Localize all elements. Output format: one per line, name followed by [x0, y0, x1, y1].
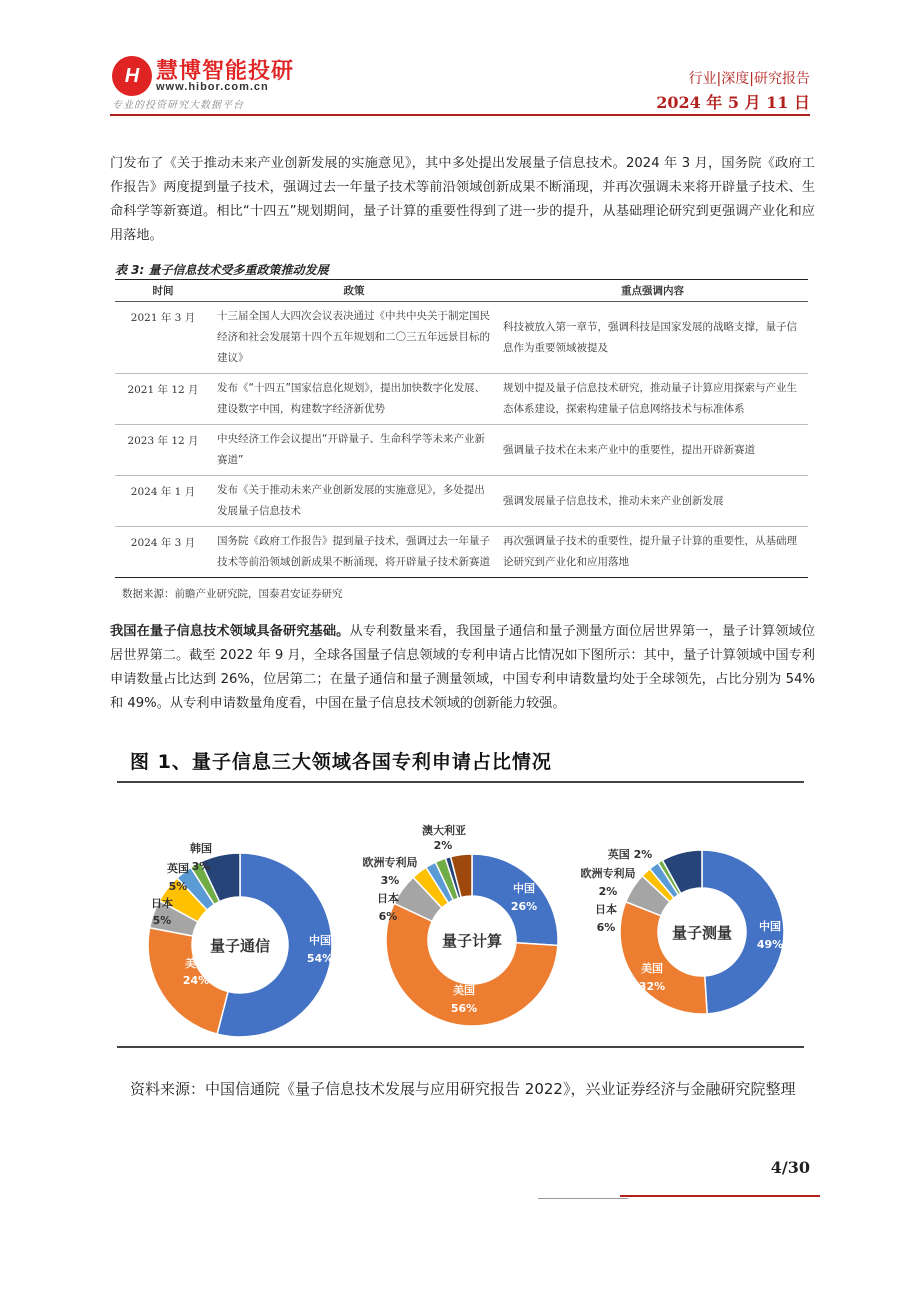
table-header-row — [115, 280, 808, 302]
donut-charts — [110, 820, 810, 1040]
label-comp-ep: 欧洲专利局 — [362, 856, 418, 869]
table-row — [115, 527, 808, 578]
page-number: 4/30 — [770, 1158, 810, 1177]
label-meas-us: 美国 — [641, 962, 663, 975]
label-meas-us-value: 32% — [638, 980, 666, 993]
figure-title: 图 1、量子信息三大领域各国专利申请占比情况 — [130, 751, 552, 773]
table-row — [115, 425, 808, 476]
table-cell-time: 2024 年 3 月 — [115, 527, 211, 578]
figure-source: 资料来源：中国信通院《量子信息技术发展与应用研究报告 2022》，兴业证券经济与金融研究院整理 — [130, 1080, 796, 1098]
label-comp-jp: 日本 — [377, 892, 399, 905]
label-comp-cn-value: 26% — [510, 900, 538, 913]
label-comp-au-value: 2% — [433, 839, 453, 852]
header-rule — [110, 114, 810, 116]
body-paragraph-lead: 我国在量子信息技术领域具备研究基础。 — [110, 624, 350, 639]
label-comm-cn-value: 54% — [306, 952, 334, 965]
table-row — [115, 302, 808, 374]
label-comp-au: 澳大利亚 — [422, 824, 466, 837]
table-cell-policy: 发布《关于推动未来产业创新发展的实施意见》，多处提出发展量子信息技术 — [211, 476, 497, 527]
table-row — [115, 476, 808, 527]
intro-paragraph: 门发布了《关于推动未来产业创新发展的实施意见》，其中多处提出发展量子信息技术。2024 年 3 月，国务院《政府工作报告》两度提到量子技术，强调过去一年量子技术等前沿领域创新成果不断涌现，并再次强调未来将开辟量子技术、生命科学等新赛道。相比“十四五”规划期间，量子计算的重要性得到了进一步的提升，从基础理论研究到更强调产业化和应用落地。 — [110, 156, 815, 243]
label-comm-kr: 韩国 — [190, 842, 212, 855]
table-cell-policy: 十三届全国人大四次会议表决通过《中共中央关于制定国民经济和社会发展第十四个五年规划和二〇三五年远景目标的建议》 — [211, 302, 497, 374]
body-paragraph-text: 从专利数量来看，我国量子通信和量子测量方面位居世界第一，量子计算领域位居世界第二。截至 2022 年 9 月，全球各国量子信息领域的专利申请占比情况如下图所示：其中，量子计算领域中国专利申请数量占比达到 26%，位居第二；在量子通信和量子测量领域，中国专利申请数量均处于全球领先，占比分别为 54%和 49%。从专利申请数量角度看，中国在量子信息技术领域的创新能力较强。 — [110, 624, 816, 711]
label-meas-uk: 英国 2% — [607, 848, 653, 861]
label-comm-uk-value: 5% — [168, 880, 188, 893]
table-cell-policy: 发布《“十四五”国家信息化规划》，提出加快数字化发展、建设数字中国，构建数字经济新优势 — [211, 374, 497, 425]
label-meas-ep: 欧洲专利局 — [580, 867, 636, 880]
table-cell-time: 2024 年 1 月 — [115, 476, 211, 527]
label-comp-other: 3% — [380, 874, 400, 887]
policy-table — [115, 279, 808, 578]
label-meas-jp-value: 6% — [596, 921, 616, 934]
label-comm-jp-value: 5% — [152, 914, 172, 927]
donut-quantum-computing — [386, 854, 558, 1026]
table-cell-policy: 国务院《政府工作报告》提到量子技术，强调过去一年量子技术等前沿领域创新成果不断涌现，将开辟量子技术新赛道 — [211, 527, 497, 578]
label-comp-us: 美国 — [453, 984, 475, 997]
donut-center-title: 量子通信 — [209, 937, 271, 955]
donut-center-title: 量子计算 — [441, 932, 503, 950]
label-meas-jp: 日本 — [595, 903, 617, 916]
label-meas-ep-value: 2% — [598, 885, 618, 898]
label-comm-us-value: 24% — [182, 974, 210, 987]
table-cell-time: 2021 年 12 月 — [115, 374, 211, 425]
label-comm-kr-value: 3% — [191, 860, 211, 873]
label-comm-uk: 英国 — [167, 862, 189, 875]
body-paragraph — [110, 620, 815, 716]
label-comm-us: 美国 — [185, 957, 207, 970]
table-source: 数据来源：前瞻产业研究院，国泰君安证券研究 — [122, 588, 343, 600]
figure-bottom-rule — [117, 1046, 804, 1048]
figure-top-rule — [117, 781, 804, 783]
footer-rule-gray — [538, 1198, 628, 1199]
label-meas-cn-value: 49% — [756, 938, 784, 951]
table-cell-policy: 中央经济工作会议提出“开辟量子、生命科学等未来产业新赛道” — [211, 425, 497, 476]
table-header-time: 时间 — [115, 280, 211, 302]
logo-slogan: 专业的投资研究大数据平台 — [112, 100, 244, 111]
label-comm-jp: 日本 — [151, 897, 173, 910]
label-meas-cn: 中国 — [759, 920, 781, 933]
label-comp-cn: 中国 — [513, 882, 535, 895]
table-cell-time: 2023 年 12 月 — [115, 425, 211, 476]
table-cell-focus: 再次强调量子技术的重要性，提升量子计算的重要性，从基础理论研究到产业化和应用落地 — [497, 527, 808, 578]
logo-url: www.hibor.com.cn — [156, 81, 269, 93]
report-date: 2024 年 5 月 11 日 — [656, 93, 810, 112]
table-cell-focus: 强调发展量子信息技术，推动未来产业创新发展 — [497, 476, 808, 527]
table-cell-time: 2021 年 3 月 — [115, 302, 211, 374]
table-row — [115, 374, 808, 425]
table-cell-focus: 强调量子技术在未来产业中的重要性，提出开辟新赛道 — [497, 425, 808, 476]
label-comm-cn: 中国 — [309, 934, 331, 947]
table-title: 表 3: 量子信息技术受多重政策推动发展 — [115, 263, 329, 277]
report-tag: 行业|深度|研究报告 — [688, 71, 810, 87]
donut-center-title: 量子测量 — [671, 924, 733, 942]
table-cell-focus: 科技被放入第一章节，强调科技是国家发展的战略支撑，量子信息作为重要领域被提及 — [497, 302, 808, 374]
label-comp-jp-value: 6% — [378, 910, 398, 923]
footer-rule-red — [620, 1195, 820, 1197]
table-header-policy: 政策 — [211, 280, 497, 302]
table-cell-focus: 规划中提及量子信息技术研究，推动量子计算应用探索与产业生态体系建设，探索构建量子信息网络技术与标准体系 — [497, 374, 808, 425]
logo-mark: H — [112, 56, 152, 96]
table-header-focus: 重点强调内容 — [497, 280, 808, 302]
label-comp-us-value: 56% — [450, 1002, 478, 1015]
logo-name: 慧博智能投研 — [156, 59, 295, 84]
